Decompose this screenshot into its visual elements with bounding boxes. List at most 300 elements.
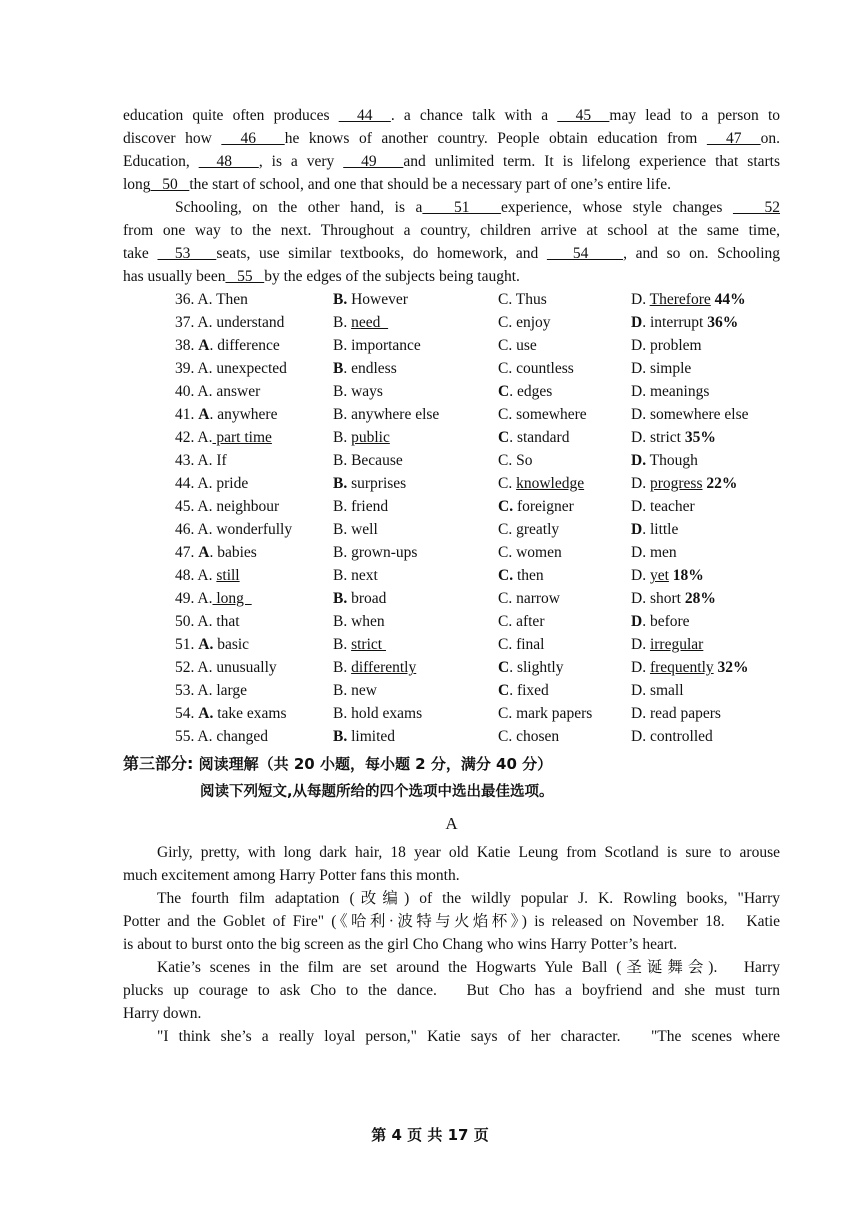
option-row <box>123 357 780 380</box>
text-segment: A. <box>197 590 213 607</box>
text-segment: D. <box>631 452 647 469</box>
text-segment: basic <box>213 636 250 653</box>
text-segment: D <box>631 521 643 538</box>
text-segment: D. controlled <box>631 728 713 745</box>
text-segment: Education, <box>123 153 199 170</box>
text-segment: . edges <box>509 383 553 400</box>
text-segment: C. countless <box>498 360 574 377</box>
question-number: 43. <box>175 452 195 469</box>
text-line <box>123 242 780 265</box>
text-segment: D. simple <box>631 360 692 377</box>
text-segment: A. <box>197 429 213 446</box>
text-segment: . before <box>642 613 690 630</box>
text-segment: A. changed <box>197 728 268 745</box>
option-d <box>631 357 691 380</box>
text-segment: foreigner <box>513 498 574 515</box>
question-number: 55. <box>175 728 195 745</box>
cloze-passage <box>123 104 780 288</box>
option-b <box>333 334 421 357</box>
text-segment: D. <box>631 659 650 676</box>
text-segment: A. neighbour <box>197 498 280 515</box>
text-segment: B. when <box>333 613 385 630</box>
option-b <box>333 702 422 725</box>
blank-text: irregular <box>649 636 704 653</box>
blank-text: still <box>216 567 240 584</box>
text-segment: D. <box>631 475 650 492</box>
text-segment: B. <box>333 429 352 446</box>
text-segment: take exams <box>213 705 287 722</box>
question-number: 54. <box>175 705 195 722</box>
option-a <box>175 564 240 587</box>
question-number: 42. <box>175 429 195 446</box>
text-segment: D. men <box>631 544 677 561</box>
text-segment: B. <box>333 291 348 308</box>
option-a <box>175 702 287 725</box>
text-segment: long <box>123 176 151 193</box>
text-segment: the start of school, and one that should be a necessary part of one’s entire life. <box>189 176 671 193</box>
text-segment: C. women <box>498 544 562 561</box>
text-segment: B. <box>333 590 348 607</box>
text-segment: A. pride <box>197 475 249 492</box>
option-d <box>631 518 678 541</box>
option-row <box>123 311 780 334</box>
option-d <box>631 725 713 748</box>
part3-heading-detail: 阅读理解（共 20 小题，每小题 2 分，满分 40 分） <box>193 755 553 773</box>
option-a <box>175 334 280 357</box>
option-row <box>123 495 780 518</box>
text-line <box>123 864 780 887</box>
option-a <box>175 311 284 334</box>
text-segment: D. problem <box>631 337 702 354</box>
cloze-options <box>123 288 780 748</box>
text-segment: . anywhere <box>209 406 278 423</box>
text-segment: A <box>198 544 210 561</box>
option-row <box>123 702 780 725</box>
text-segment: . a chance talk with a <box>390 107 558 124</box>
text-segment: . interrupt <box>642 314 708 331</box>
option-c <box>498 656 563 679</box>
option-c <box>498 702 592 725</box>
text-segment: B. <box>333 728 348 745</box>
text-segment: C <box>498 383 510 400</box>
text-segment: A. unusually <box>197 659 277 676</box>
option-d <box>631 403 749 426</box>
text-segment: discover how <box>123 130 222 147</box>
text-segment: D <box>631 314 643 331</box>
option-c <box>498 311 551 334</box>
text-segment: B <box>333 360 344 377</box>
text-segment: C. narrow <box>498 590 560 607</box>
option-d <box>631 610 690 633</box>
text-segment: experience, whose style changes <box>501 199 733 216</box>
question-number: 38. <box>175 337 195 354</box>
option-c <box>498 633 545 656</box>
option-b <box>333 357 397 380</box>
option-row <box>123 334 780 357</box>
text-segment: by the edges of the subjects being taught. <box>264 268 520 285</box>
text-segment: C. somewhere <box>498 406 587 423</box>
option-row <box>123 518 780 541</box>
text-segment: . difference <box>209 337 280 354</box>
option-c <box>498 288 547 311</box>
text-segment: Schooling, on the other hand, is a <box>175 199 423 216</box>
option-a <box>175 403 277 426</box>
text-line <box>123 219 780 242</box>
option-b <box>333 587 386 610</box>
text-segment: The fourth film adaptation (改编) of the wildly popular J. K. Rowling books, "Harry <box>157 890 780 907</box>
option-c <box>498 679 549 702</box>
text-segment: A. <box>197 567 217 584</box>
question-number: 52. <box>175 659 195 676</box>
text-segment: 18% <box>668 567 704 584</box>
text-segment: he knows of another country. People obtain education from <box>284 130 707 147</box>
option-d <box>631 541 677 564</box>
text-segment: , is a very <box>258 153 344 170</box>
option-row <box>123 380 780 403</box>
option-b <box>333 610 385 633</box>
option-d <box>631 449 698 472</box>
blank-text: 47 <box>706 130 761 147</box>
text-line <box>123 265 780 288</box>
option-b <box>333 564 378 587</box>
text-segment: D. meanings <box>631 383 710 400</box>
text-segment: , and so on. Schooling <box>623 245 780 262</box>
text-segment: C. mark papers <box>498 705 593 722</box>
option-row <box>123 288 780 311</box>
option-a <box>175 587 252 610</box>
option-c <box>498 403 587 426</box>
option-b <box>333 541 417 564</box>
option-a <box>175 449 227 472</box>
option-d <box>631 380 709 403</box>
option-d <box>631 495 695 518</box>
text-line <box>123 956 780 979</box>
text-segment: A. that <box>197 613 240 630</box>
text-segment: take <box>123 245 158 262</box>
text-segment: A. <box>198 705 214 722</box>
question-number: 44. <box>175 475 195 492</box>
text-line <box>123 104 780 127</box>
question-number: 40. <box>175 383 195 400</box>
text-segment: C. Thus <box>498 291 547 308</box>
option-d <box>631 311 738 334</box>
option-d <box>631 587 716 610</box>
blank-text: knowledge <box>516 475 585 492</box>
option-d <box>631 288 746 311</box>
text-segment: C. chosen <box>498 728 560 745</box>
question-number: 47. <box>175 544 195 561</box>
part3-heading-label: 第三部分: <box>123 754 194 773</box>
option-b <box>333 656 416 679</box>
option-c <box>498 518 559 541</box>
option-row <box>123 426 780 449</box>
text-segment: C. So <box>498 452 533 469</box>
text-segment: Though <box>646 452 698 469</box>
option-a <box>175 357 287 380</box>
option-c <box>498 541 562 564</box>
question-number: 50. <box>175 613 195 630</box>
text-segment: 22% <box>702 475 738 492</box>
text-segment: "I think she’s a really loyal person," Katie says of her character. "The scenes where <box>157 1028 780 1045</box>
text-segment: A <box>198 406 210 423</box>
text-segment: surprises <box>347 475 407 492</box>
question-number: 49. <box>175 590 195 607</box>
text-segment: A. If <box>197 452 227 469</box>
option-b <box>333 679 377 702</box>
blank-text: 49 <box>343 153 404 170</box>
option-a <box>175 288 248 311</box>
text-segment: . little <box>642 521 679 538</box>
text-segment: 28% <box>684 590 716 607</box>
text-segment: D. small <box>631 682 684 699</box>
blank-text: 44 <box>338 107 391 124</box>
option-c <box>498 564 544 587</box>
text-segment: A. answer <box>197 383 261 400</box>
option-a <box>175 380 260 403</box>
blank-text: frequently <box>649 659 714 676</box>
text-segment: . fixed <box>509 682 549 699</box>
blank-text: 54 <box>546 245 624 262</box>
text-segment: broad <box>347 590 387 607</box>
option-row <box>123 725 780 748</box>
question-number: 39. <box>175 360 195 377</box>
option-b <box>333 403 439 426</box>
blank-text: public <box>351 429 390 446</box>
text-segment: A. large <box>197 682 248 699</box>
text-segment: B. friend <box>333 498 389 515</box>
blank-text: progress <box>649 475 703 492</box>
blank-text: Therefore <box>649 291 711 308</box>
question-number: 53. <box>175 682 195 699</box>
text-segment: C <box>498 429 510 446</box>
blank-text: need <box>351 314 389 331</box>
part3-heading <box>123 751 780 777</box>
text-segment: is about to burst onto the big screen as the girl Cho Chang who wins Harry Potter’s heart. <box>123 936 678 953</box>
text-segment: D. <box>631 567 650 584</box>
text-segment: B. hold exams <box>333 705 423 722</box>
text-segment: C <box>498 659 510 676</box>
option-b <box>333 311 388 334</box>
text-segment: C. greatly <box>498 521 560 538</box>
option-b <box>333 288 408 311</box>
text-segment: C. after <box>498 613 545 630</box>
question-number: 37. <box>175 314 195 331</box>
text-line <box>123 841 780 864</box>
option-c <box>498 426 569 449</box>
text-line <box>123 150 780 173</box>
option-d <box>631 334 702 357</box>
text-segment: D. <box>631 636 650 653</box>
text-segment: Harry down. <box>123 1005 202 1022</box>
option-c <box>498 725 559 748</box>
option-a <box>175 495 279 518</box>
text-line <box>123 887 780 910</box>
text-line <box>123 173 780 196</box>
blank-text: strict <box>351 636 386 653</box>
option-row <box>123 449 780 472</box>
text-segment: B. <box>333 636 352 653</box>
text-segment: 32% <box>713 659 749 676</box>
text-segment: B. <box>333 475 348 492</box>
question-number: 45. <box>175 498 195 515</box>
option-c <box>498 495 574 518</box>
option-a <box>175 472 248 495</box>
text-segment: C <box>498 682 510 699</box>
blank-text: differently <box>351 659 417 676</box>
text-segment: B. anywhere else <box>333 406 440 423</box>
text-segment: education quite often produces <box>123 107 339 124</box>
option-a <box>175 426 272 449</box>
option-c <box>498 449 532 472</box>
option-d <box>631 633 703 656</box>
text-segment: . endless <box>343 360 397 377</box>
option-a <box>175 541 257 564</box>
question-number: 51. <box>175 636 195 653</box>
text-line <box>123 979 780 1002</box>
blank-text: 46 <box>221 130 285 147</box>
text-line <box>123 910 780 933</box>
question-number: 48. <box>175 567 195 584</box>
option-b <box>333 449 403 472</box>
text-segment: C. <box>498 498 514 515</box>
text-segment: on. <box>760 130 781 147</box>
text-segment: B. grown-ups <box>333 544 418 561</box>
text-segment: A. wonderfully <box>197 521 293 538</box>
blank-text: 45 <box>557 107 610 124</box>
text-segment: Potter and the Goblet of Fire" (《哈利·波特与火焰杯》) is released on November 18. Katie <box>123 913 780 930</box>
text-segment: A <box>198 337 210 354</box>
text-segment: B. new <box>333 682 377 699</box>
blank-text: 52 <box>732 199 781 216</box>
text-segment: D. teacher <box>631 498 695 515</box>
text-line <box>123 127 780 150</box>
text-segment: 35% <box>684 429 716 446</box>
option-d <box>631 702 721 725</box>
blank-text: 51 <box>422 199 502 216</box>
option-c <box>498 587 560 610</box>
option-b <box>333 426 390 449</box>
text-segment: and unlimited term. It is lifelong experience that starts <box>403 153 781 170</box>
option-row <box>123 633 780 656</box>
text-segment: much excitement among Harry Potter fans this month. <box>123 867 460 884</box>
text-segment: . slightly <box>509 659 564 676</box>
option-b <box>333 633 386 656</box>
option-b <box>333 472 406 495</box>
text-segment: Girly, pretty, with long dark hair, 18 year old Katie Leung from Scotland is sure to arouse <box>157 844 780 861</box>
text-segment: B. next <box>333 567 378 584</box>
option-a <box>175 679 247 702</box>
text-line <box>123 1002 780 1025</box>
question-number: 36. <box>175 291 195 308</box>
question-number: 46. <box>175 521 195 538</box>
section-label: A <box>445 814 458 833</box>
text-segment: B. <box>333 659 352 676</box>
text-segment: 36% <box>707 314 739 331</box>
blank-text: 53 <box>157 245 217 262</box>
option-c <box>498 610 544 633</box>
option-row <box>123 564 780 587</box>
page-content <box>123 104 780 1048</box>
text-segment: may lead to a person to <box>609 107 781 124</box>
text-line <box>123 933 780 956</box>
option-c <box>498 357 574 380</box>
option-a <box>175 656 277 679</box>
question-number: 41. <box>175 406 195 423</box>
option-row <box>123 541 780 564</box>
text-segment: . babies <box>209 544 257 561</box>
blank-text: 50 <box>150 176 190 193</box>
reading-passage <box>123 841 780 1048</box>
option-b <box>333 380 383 403</box>
option-b <box>333 495 388 518</box>
text-segment: has usually been <box>123 268 226 285</box>
text-segment: A. unexpected <box>197 360 287 377</box>
text-segment: B. importance <box>333 337 421 354</box>
option-c <box>498 380 552 403</box>
text-segment: Katie’s scenes in the film are set around the Hogwarts Yule Ball (圣诞舞会). Harry <box>157 959 780 976</box>
blank-text: part time <box>212 429 272 446</box>
text-segment: seats, use similar textbooks, do homework, and <box>216 245 547 262</box>
option-a <box>175 518 292 541</box>
reading-instruction: 阅读下列短文,从每题所给的四个选项中选出最佳选项。 <box>200 784 554 800</box>
blank-text: 48 <box>198 153 259 170</box>
text-segment: 44% <box>710 291 746 308</box>
text-segment: limited <box>347 728 396 745</box>
text-segment: B. <box>333 314 352 331</box>
option-b <box>333 725 395 748</box>
blank-text: 55 <box>225 268 265 285</box>
option-a <box>175 633 249 656</box>
option-a <box>175 610 240 633</box>
text-segment: C. <box>498 567 514 584</box>
option-b <box>333 518 378 541</box>
text-segment: However <box>347 291 408 308</box>
option-a <box>175 725 268 748</box>
option-row <box>123 403 780 426</box>
text-segment: D <box>631 613 643 630</box>
text-segment: . standard <box>509 429 570 446</box>
text-segment: from one way to the next. Throughout a country, children arrive at school at the same time, <box>123 222 780 239</box>
text-line <box>123 196 780 219</box>
text-segment: then <box>513 567 544 584</box>
option-d <box>631 472 737 495</box>
text-segment: A. Then <box>197 291 248 308</box>
text-segment: C. enjoy <box>498 314 551 331</box>
text-segment: B. Because <box>333 452 403 469</box>
text-segment: D. <box>631 291 650 308</box>
option-d <box>631 679 684 702</box>
option-c <box>498 334 537 357</box>
text-segment: C. <box>498 475 517 492</box>
text-segment: D. strict <box>631 429 685 446</box>
text-segment: C. use <box>498 337 537 354</box>
option-d <box>631 426 716 449</box>
option-d <box>631 656 749 679</box>
option-row <box>123 587 780 610</box>
text-segment: D. short <box>631 590 685 607</box>
option-row <box>123 610 780 633</box>
text-segment: B. well <box>333 521 378 538</box>
text-segment: B. ways <box>333 383 383 400</box>
option-row <box>123 656 780 679</box>
text-segment: D. somewhere else <box>631 406 749 423</box>
option-row <box>123 472 780 495</box>
text-segment: A. understand <box>197 314 285 331</box>
option-row <box>123 679 780 702</box>
blank-text: yet <box>649 567 669 584</box>
text-line <box>123 1025 780 1048</box>
text-segment: D. read papers <box>631 705 721 722</box>
